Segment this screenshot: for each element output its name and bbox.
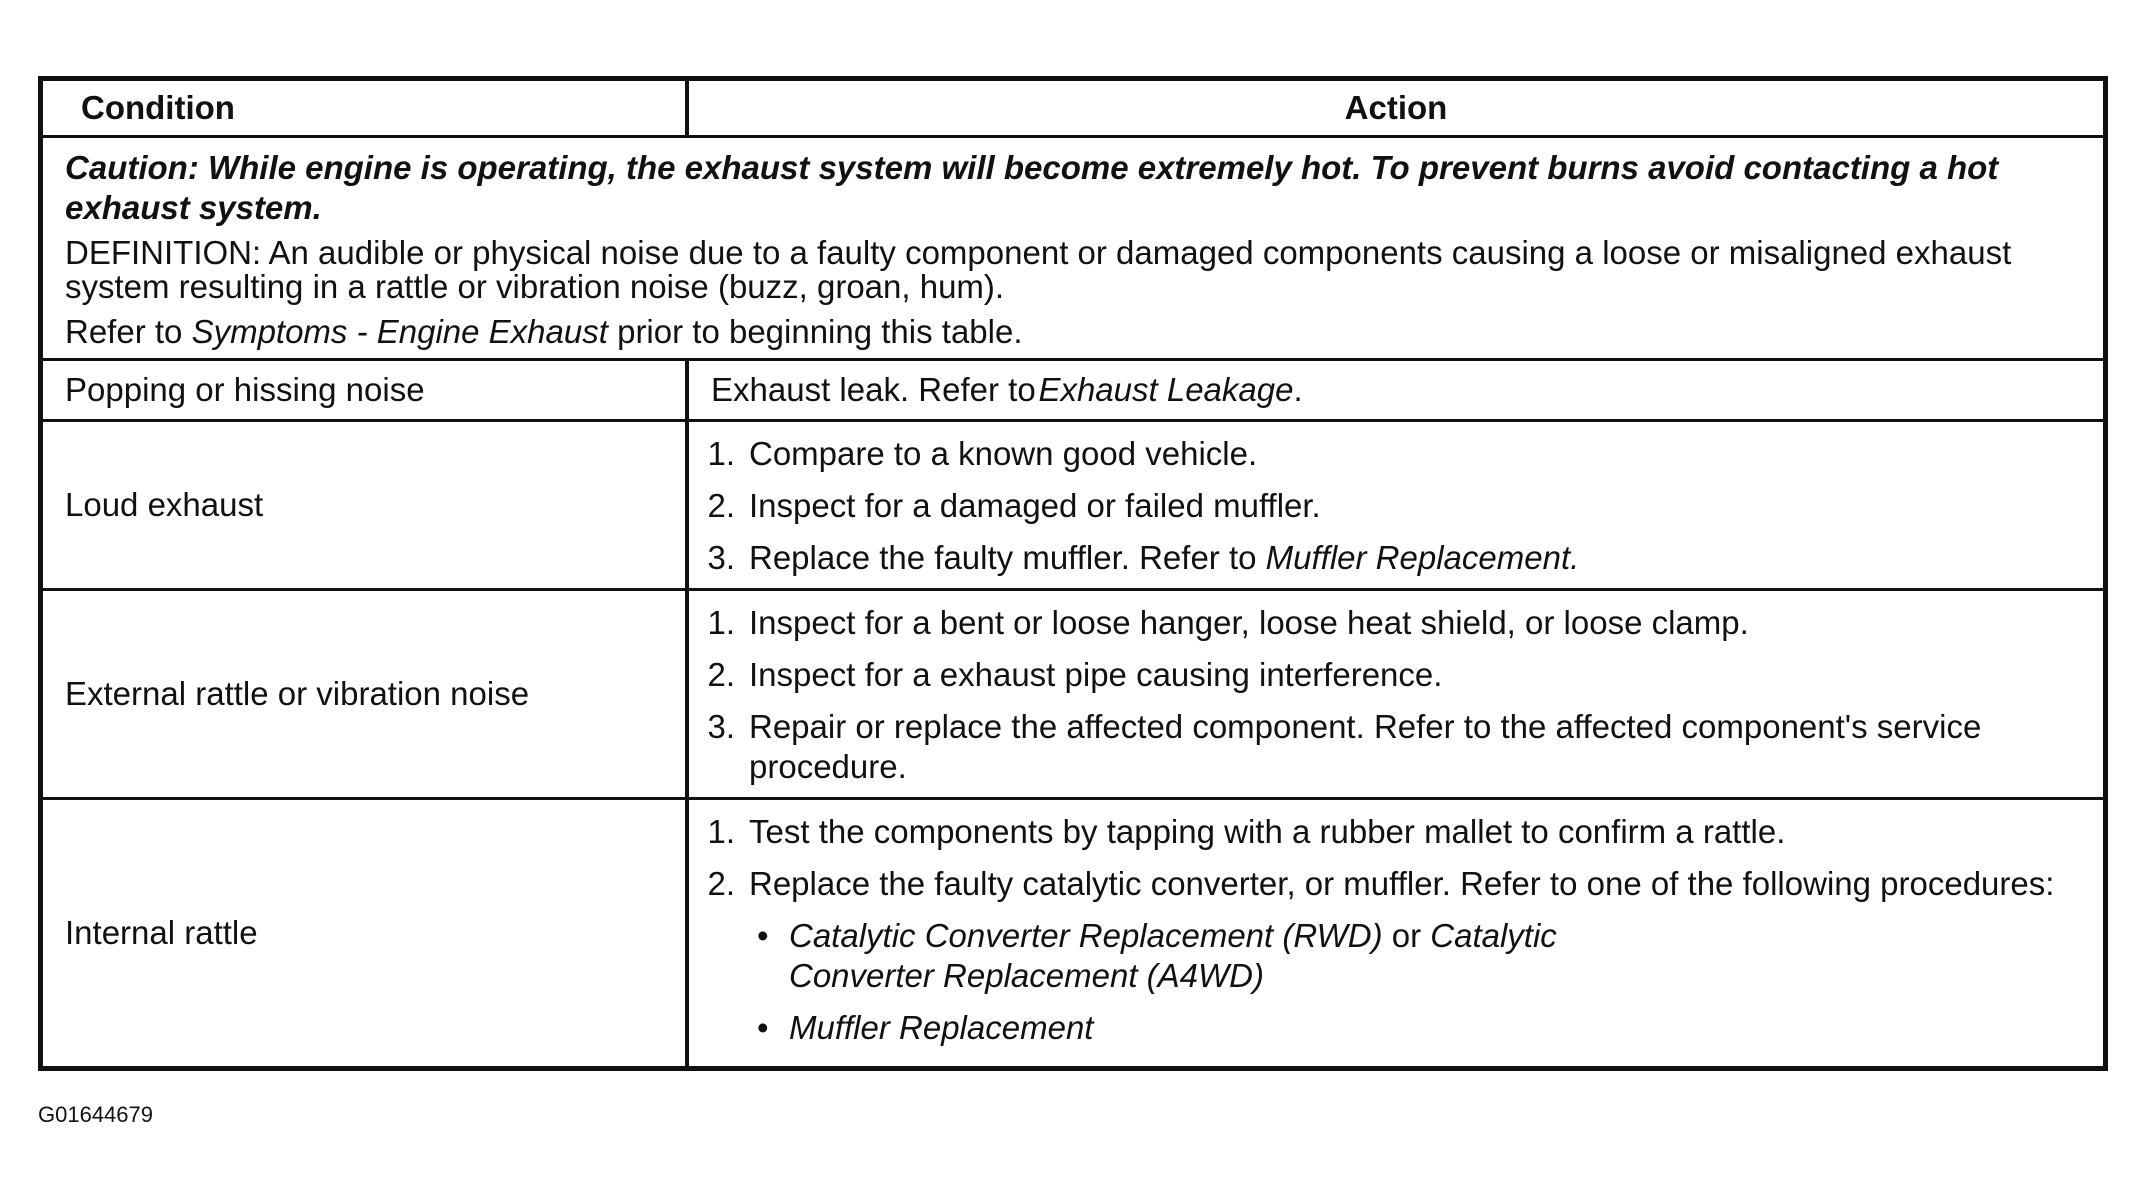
action-cell bbox=[689, 800, 2103, 1066]
table-row bbox=[43, 797, 2103, 1066]
bullet-symbol: • bbox=[757, 1009, 769, 1046]
step-number: 1. bbox=[707, 604, 735, 641]
bullet-text bbox=[789, 916, 1649, 996]
action-step bbox=[689, 538, 2103, 578]
condition-column-header: Condition bbox=[43, 81, 689, 135]
step-text bbox=[749, 538, 2103, 578]
step-number: 2. bbox=[707, 487, 735, 524]
catalytic-converter-rwd-link[interactable]: Catalytic Converter Replacement (RWD) bbox=[789, 917, 1383, 954]
action-column-header: Action bbox=[1344, 89, 1448, 126]
action-cell bbox=[689, 591, 2103, 797]
bullet-symbol: • bbox=[757, 917, 769, 954]
exhaust-diagnostic-table bbox=[38, 76, 2108, 1071]
procedure-bullet bbox=[749, 1008, 2103, 1048]
action-cell bbox=[689, 422, 2103, 588]
step-text-plain: Replace the faulty muffler. Refer to bbox=[749, 539, 1266, 576]
step-text: Replace the faulty catalytic converter, or muffler. Refer to one of the following procedures: bbox=[749, 865, 2055, 902]
step-number: 3. bbox=[707, 708, 735, 745]
symptoms-engine-exhaust-link[interactable]: Symptoms - Engine Exhaust bbox=[191, 313, 608, 350]
muffler-replacement-bullet-link[interactable]: Muffler Replacement bbox=[789, 1009, 1094, 1046]
action-step bbox=[689, 707, 2103, 787]
action-step bbox=[689, 864, 2103, 904]
caution-text: Caution: While engine is operating, the exhaust system will become extremely hot. To prevent burns avoid contacting a hot exhaust system. bbox=[65, 149, 1999, 226]
refer-prefix: Refer to bbox=[65, 313, 192, 350]
step-number: 1. bbox=[707, 435, 735, 472]
caution-definition-cell bbox=[43, 138, 2103, 358]
condition-cell: Internal rattle bbox=[43, 800, 689, 1066]
step-text: Inspect for a damaged or failed muffler. bbox=[749, 487, 1321, 524]
table-row bbox=[43, 419, 2103, 588]
table-header-row bbox=[43, 81, 2103, 135]
action-cell bbox=[689, 361, 2103, 419]
step-number: 2. bbox=[707, 656, 735, 693]
muffler-replacement-link[interactable]: Muffler Replacement. bbox=[1265, 539, 1580, 576]
bullet-joiner: or bbox=[1382, 917, 1431, 954]
step-text: Repair or replace the affected component. Refer to the affected component's service procedure. bbox=[749, 708, 1982, 785]
step-text: Inspect for a bent or loose hanger, loose heat shield, or loose clamp. bbox=[749, 604, 1749, 641]
action-step bbox=[689, 486, 2103, 526]
table-row bbox=[43, 358, 2103, 419]
action-step bbox=[689, 603, 2103, 643]
figure-code: G01644679 bbox=[38, 1102, 153, 1127]
procedure-bullet-list bbox=[689, 916, 2103, 1048]
caution-definition-row bbox=[43, 135, 2103, 358]
refer-text bbox=[65, 312, 2081, 352]
definition-text: DEFINITION: An audible or physical noise due to a faulty component or damaged components causing a loose or misaligned exhaust system resulting in a rattle or vibration noise (buzz, groan, hum). bbox=[65, 234, 2012, 305]
step-number: 2. bbox=[707, 865, 735, 902]
table-row bbox=[43, 588, 2103, 797]
condition-cell: Popping or hissing noise bbox=[43, 361, 689, 419]
action-step bbox=[689, 434, 2103, 474]
step-number: 3. bbox=[707, 539, 735, 576]
procedure-bullet bbox=[749, 916, 1649, 996]
step-text: Inspect for a exhaust pipe causing interference. bbox=[749, 656, 1443, 693]
exhaust-leakage-link[interactable]: Exhaust Leakage bbox=[1038, 371, 1294, 408]
condition-cell: External rattle or vibration noise bbox=[43, 591, 689, 797]
step-text: Compare to a known good vehicle. bbox=[749, 435, 1258, 472]
action-end: . bbox=[1293, 371, 1303, 408]
step-text: Test the components by tapping with a rubber mallet to confirm a rattle. bbox=[749, 813, 1786, 850]
action-step bbox=[689, 655, 2103, 695]
condition-cell: Loud exhaust bbox=[43, 422, 689, 588]
step-number: 1. bbox=[707, 813, 735, 850]
action-text: Exhaust leak. Refer to bbox=[711, 371, 1036, 408]
catalytic-converter-a4wd-link[interactable]: Catalytic Converter Replacement (A4WD) bbox=[789, 917, 1557, 994]
refer-suffix: prior to beginning this table. bbox=[607, 313, 1023, 350]
action-step bbox=[689, 812, 2103, 852]
